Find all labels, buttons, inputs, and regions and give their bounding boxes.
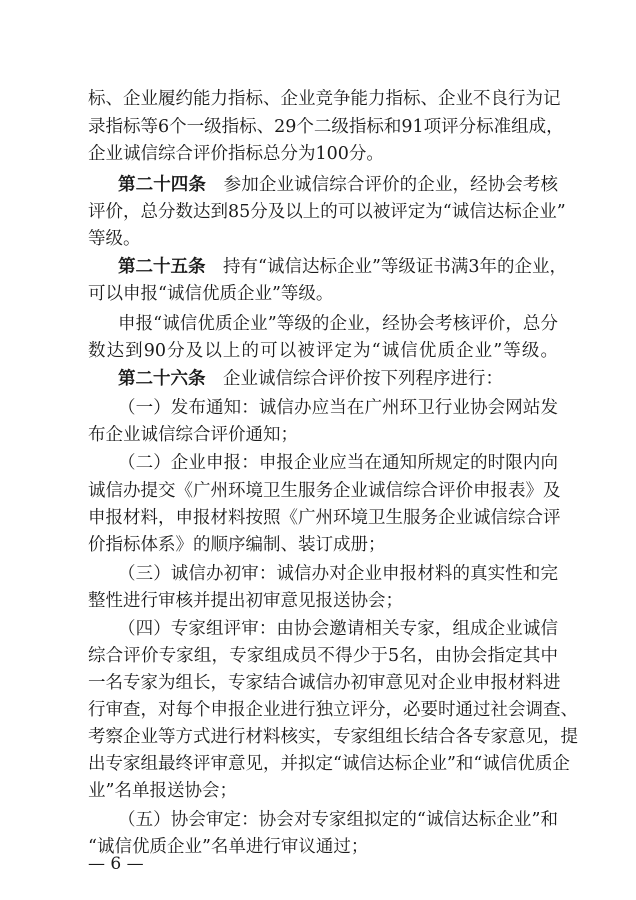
article-number: 第二十五条 (118, 257, 206, 277)
text-line: 布企业诚信综合评价通知； (88, 425, 298, 445)
text-line: 行审查，对每个申报企业进行独立评分，必要时通过社会调查、 (88, 700, 578, 720)
text-line: “诚信优质企业”名单进行审议通过； (88, 837, 369, 857)
text-line: （一）发布通知：诚信办应当在广州环卫行业协会网站发 (118, 398, 558, 418)
article-text: 企业诚信综合评价按下列程序进行： (205, 369, 503, 389)
text-line: 申报“诚信优质企业”等级的企业，经协会考核评价，总分 (118, 314, 558, 334)
text-line: 诚信办提交《广州环境卫生服务企业诚信综合评价申报表》及 (88, 481, 561, 501)
text-line: 出专家组最终评审意见，并拟定“诚信达标企业”和“诚信优质企 (88, 754, 570, 774)
article-text: 参加企业诚信综合评价的企业，经协会考核 (206, 175, 559, 195)
text-line: 整性进行审核并提出初审意见报送协会； (88, 591, 403, 611)
text-line: （五）协会审定：协会对专家组拟定的“诚信达标企业”和 (118, 810, 558, 830)
text-line: 录指标等6个一级指标、29个二级指标和91项评分标准组成， (88, 117, 564, 137)
text-line: （三）诚信办初审：诚信办对企业申报材料的真实性和完 (118, 564, 558, 584)
article-24-line (118, 174, 558, 196)
article-text: 持有“诚信达标企业”等级证书满3年的企业， (205, 257, 568, 277)
text-line: 业”名单报送协会； (88, 781, 237, 801)
text-line: 可以申报“诚信优质企业”等级。 (88, 284, 334, 304)
text-line: 等级。 (88, 229, 141, 249)
text-line: 考察企业等方式进行材料核实，专家组组长结合各专家意见，提 (88, 727, 578, 747)
text-line: 评价，总分数达到85分及以上的可以被评定为“诚信达标企业” (88, 202, 566, 222)
page-number: — 6 — (88, 854, 144, 874)
article-26-line (118, 368, 558, 390)
text-line: 一名专家为组长，专家结合诚信办初审意见对企业申报材料进 (88, 673, 561, 693)
text-line: 申报材料，申报材料按照《广州环境卫生服务企业诚信综合评 (88, 508, 561, 528)
text-line: （四）专家组评审：由协会邀请相关专家，组成企业诚信 (118, 619, 558, 639)
text-line: 数达到90分及以上的可以被评定为“诚信优质企业”等级。 (88, 341, 558, 361)
article-number: 第二十四条 (118, 175, 207, 195)
text-line: 价指标体系》的顺序编制、装订成册； (88, 535, 386, 555)
text-line: 企业诚信综合评价指标总分为100分。 (88, 144, 384, 164)
text-line: 综合评价专家组，专家组成员不得少于5名，由协会指定其中 (88, 646, 558, 666)
text-line: （二）企业申报：申报企业应当在通知所规定的时限内向 (118, 453, 558, 473)
text-line: 标、企业履约能力指标、企业竞争能力指标、企业不良行为记 (88, 89, 561, 109)
article-number: 第二十六条 (118, 369, 206, 389)
article-25-line (118, 256, 568, 278)
